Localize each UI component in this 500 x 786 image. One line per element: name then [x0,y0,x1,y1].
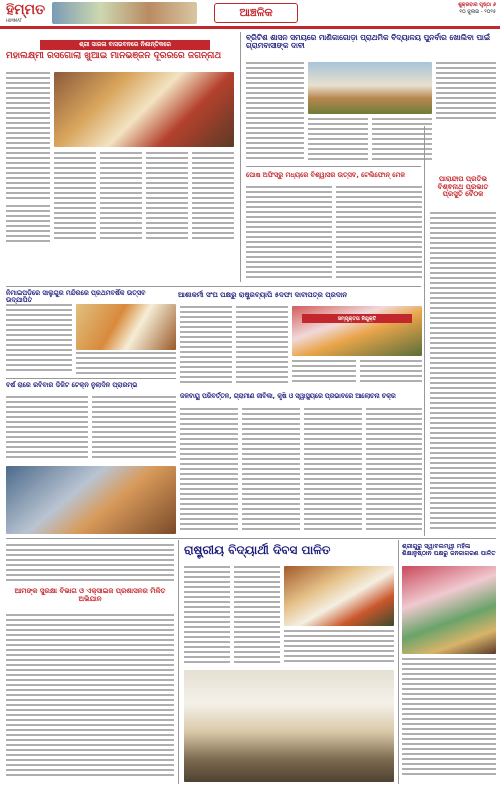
story6-text-col3 [292,360,356,388]
story3-text-col [430,212,496,534]
story9-text-col1 [184,566,230,666]
bottom-divider-2 [398,540,399,784]
story9-text-col3 [284,630,394,666]
story4-headline: ପୋଷ ଅଫିସ୍‌ରୁ ମଧ୍ୟରେ ବିଶ୍ୱାସର ଉତ୍ସବ, ଟେଲିଫୋନ୍ ମେଳ [246,171,406,179]
story8-text-col1 [180,408,238,534]
story6-text-col2 [236,306,288,388]
story9-text-col2 [234,566,280,666]
story9-lead-text [6,544,174,584]
story5-text-col1 [6,304,72,376]
masthead [0,0,500,26]
story1-kicker: ଶ୍ରୀ ସାରଳା ବାସଭବନରେ ନିଶାନ୍ତିକରେ [40,40,210,50]
story2-text-col1 [246,62,304,162]
story6-photo [292,306,422,356]
logo-subtext: HIMMAT [6,18,22,23]
story11-text [402,658,496,782]
bottom-divider-1 [178,540,179,784]
story1-text-col5 [192,152,234,242]
story5-photo [76,304,176,350]
story7-text-col2 [92,396,176,462]
masthead-banner-image [52,2,197,24]
issue-date: ୧୦ ଜୁଲାଇ - ୨୦୨୫ [459,9,496,15]
story5-text-col2 [76,352,176,378]
story9-photo-bottom [184,670,394,782]
story1-text-col3 [100,152,142,242]
story1-text-col1b [6,205,50,245]
story7-headline: ବର୍ଷ ରାରେ ରବିବାର ଡିଜିଟ ଟେକ୍ନ ନୁଲାଦିନ ପ୍ରାରମ୍ଭ [6,381,138,389]
story8-headline: ଜଳବାୟୁ ପରିବର୍ତ୍ତନ, ଗ୍ରାମୀଣ ଜୀବିକା, କୃଷି ଓ ସ୍ୱାସ୍ଥ୍ୟରେ ପ୍ରଭାବରେ ଆଲୋଚନା ଚକ୍ର [180,393,396,400]
story8-text-col4 [366,408,422,534]
story5-headline: ନିମାଇପଡ଼ିରେ ସାଲୁଗୁର ମନ୍ଦିରରେ ପ୍ରଥମବର୍ଷିକ ଉତ୍ସବ ଉଦ୍ଯାପିତ [6,289,146,305]
story6-headline: ଆଶାକର୍ମୀ ସଂଘ ପକ୍ଷରୁ ରାଷ୍ଟ୍ରବ୍ୟାପି ୫ଦଫା ଦାବୀପତ୍ର ପ୍ରଦାନ [178,291,348,299]
date-block [414,2,496,24]
section-title: ଆଞ୍ଚଳିକ [214,3,298,23]
story6-text-col1 [180,306,232,388]
story1-text-col4 [146,152,188,242]
story8-photo [6,466,176,534]
story6-text-col4 [360,360,422,388]
right-column-divider [424,126,425,536]
story4-text-col1 [246,186,332,282]
story10-headline: ଆମଙ୍କ ସୁରକ୍ଷା ବିଭାଗ ଓ ଏକ୍ସାଇଜ ପ୍ରଶାସନର ମିଳିତ ଅଭିଯାନ [14,587,166,603]
page-number: ପୃଷ୍ଠା ୬ [479,2,496,8]
story6-photo-banner: ସମ୍ପୃକ୍ତତା ନିଯୁକ୍ତି [302,314,412,323]
story7-text-col1 [6,396,88,462]
story11-photo [402,566,496,654]
story11-headline: ଶ୍ରୀଗୁରୁ ସ୍ୱାବଲମ୍ୱୀ ମହିଳା ଶିକ୍ଷାନୁଷ୍ଠାନ ପକ୍ଷରୁ ଜନଜାଗରଣ ପାଳିତ [402,543,496,557]
story1-text-col1 [6,72,50,202]
section-divider-3 [6,538,496,539]
story9-photo-top [284,566,394,626]
story1-photo [54,72,234,147]
date-weekday: ଶୁକ୍ରବାର [458,2,478,8]
masthead-rule [0,26,500,29]
story-divider [246,166,421,167]
section-divider-2 [6,378,176,379]
story2-headline: ବ୍ରିଟିଶ ଶାସନ ସମୟରେ ମାଣିକାଗୋଡ଼ା ପ୍ରାଥମିକ ବିଦ୍ୟାଳୟ ପୁନର୍ବାର ଖୋଲିବା ପାଇଁ ଗ୍ରାମବାସୀଙ୍କ ଦାବୀ [246,33,491,51]
column-divider [240,32,241,282]
logo-text: ହିମ୍ମତ [6,2,46,18]
story4-text-col2 [336,186,422,282]
story9-headline: ରାଷ୍ଟ୍ରୀୟ ବିଦ୍ୟାର୍ଥୀ ଦିବସ ପାଳିତ [184,543,331,557]
newspaper-logo [6,2,50,24]
story1-headline: ମହାଲକ୍ଷ୍ମୀ ରସଗୋଲା ଖୁଆଇ ମାନଭଞ୍ଜନ ଦୂରରରେ ଜଗନ୍ନାଥ [6,51,222,61]
story10-text [6,614,174,782]
story2-photo [308,62,432,114]
story8-text-col3 [304,408,362,534]
story2-text-col3 [436,62,496,122]
story8-text-col2 [242,408,300,534]
section-divider-1 [6,286,421,287]
story2-text-col2a [308,118,368,162]
story3-headline: ପାରାନ୍ଦୀପ ପ୍ରତିଭ ବିଶ୍ଵନାଥ ପ୍ରଭାତ ପ୍ରସୁତି ବୈଠକ [437,175,489,199]
story1-text-col2 [54,152,96,242]
story2-text-col2b [372,118,432,162]
